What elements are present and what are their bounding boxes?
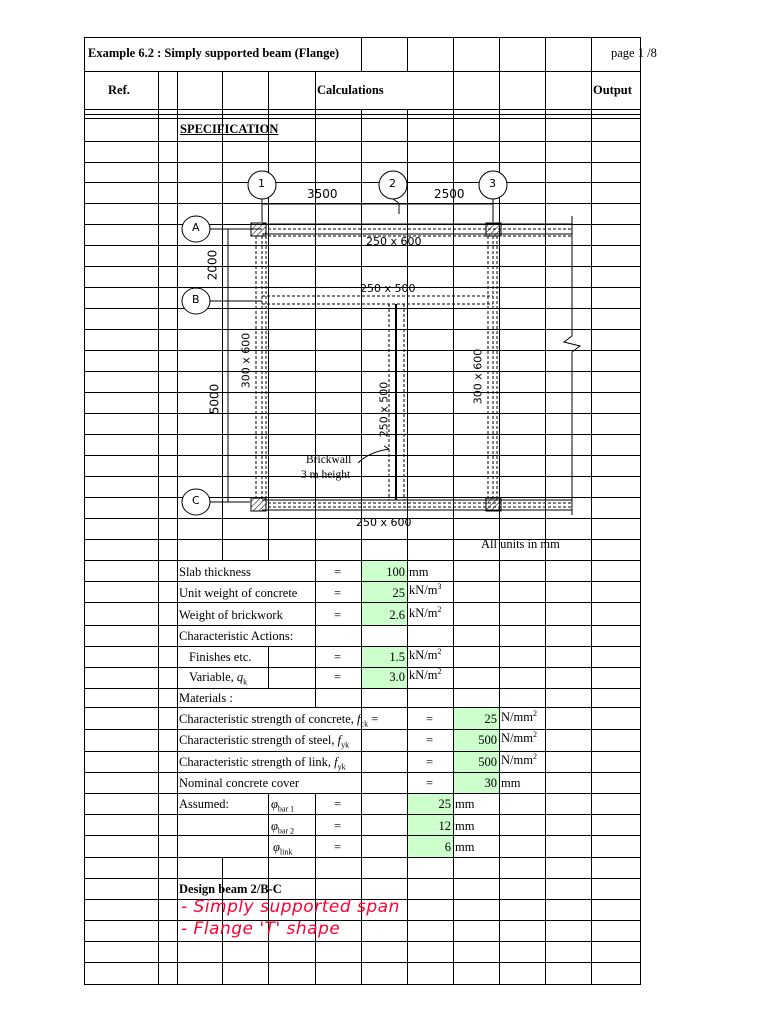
column-label-right: 300 x 600	[471, 348, 485, 405]
fyk-label: Characteristic strength of steel, $f_{yk}$	[179, 733, 350, 750]
grid-label-b: B	[192, 293, 200, 306]
column-a3	[486, 223, 501, 236]
fyk-unit: $N/mm^2$	[501, 730, 537, 745]
column-c3	[486, 498, 501, 511]
design-beam-title: Design beam 2/B-C	[179, 882, 282, 896]
unit-weight-value: 25	[392, 586, 405, 600]
dim-2000: 2000	[205, 249, 220, 281]
phi-link-unit: mm	[455, 840, 475, 854]
fck-value: 25	[484, 712, 497, 726]
section-title: SPECIFICATION	[180, 122, 279, 136]
finishes-label: Finishes etc.	[189, 650, 252, 664]
brickwall-label: Brickwall	[306, 454, 352, 466]
cover-eq: =	[426, 776, 434, 790]
units-note: All units in mm	[481, 537, 560, 551]
phi-link-symbol: $\varphi_{link}$	[273, 840, 293, 857]
beam-label-mid: 250 x 500	[360, 282, 416, 295]
handwritten-note-2: - Flange 'T' shape	[181, 919, 341, 939]
handwritten-note-1: - Simply supported span	[181, 897, 400, 917]
unit-weight-unit: $kN/m^3$	[409, 582, 442, 597]
brickwork-label: Weight of brickwork	[179, 608, 283, 622]
phi-bar1-unit: mm	[455, 797, 475, 811]
brickwork-value: 2.6	[389, 608, 405, 622]
phi-link-value: 6	[444, 840, 451, 854]
finishes-unit: $kN/m^2$	[409, 647, 442, 662]
variable-eq: =	[334, 670, 342, 684]
brickwall-height: 3 m height	[301, 469, 351, 481]
materials-label: Materials :	[179, 691, 233, 705]
slab-thickness-value: 100	[386, 565, 405, 579]
beam-label-2bc: 250 x 500	[377, 381, 391, 438]
fyk-link-eq: =	[426, 755, 434, 769]
phi-bar1-symbol: $\varphi_{bar 1}$	[271, 797, 295, 814]
cover-label: Nominal concrete cover	[179, 776, 300, 790]
calculations-header: Calculations	[317, 83, 384, 97]
phi-bar2-value: 12	[438, 819, 451, 833]
dim-3500: 3500	[307, 187, 338, 201]
char-actions-label: Characteristic Actions:	[179, 629, 294, 643]
grid-label-1: 1	[258, 177, 265, 190]
ref-header: Ref.	[108, 83, 130, 97]
fyk-link-label: Characteristic strength of link, $f_{yk}$	[179, 755, 346, 772]
dim-5000: 5000	[207, 383, 222, 415]
assumed-label: Assumed:	[179, 797, 229, 811]
variable-unit: $kN/m^2$	[409, 667, 442, 682]
unit-weight-eq: =	[334, 586, 342, 600]
page-number: page 1 /8	[611, 46, 657, 60]
grid-label-c: C	[192, 494, 200, 507]
slab-thickness-unit: mm	[409, 565, 429, 579]
finishes-eq: =	[334, 650, 342, 664]
phi-bar2-symbol: $\varphi_{bar 2}$	[271, 819, 295, 836]
page-title: Example 6.2 : Simply supported beam (Flange)	[88, 46, 340, 60]
fyk-link-value: 500	[478, 755, 497, 769]
fyk-eq: =	[426, 733, 434, 747]
slab-thickness-label: Slab thickness	[179, 565, 251, 579]
phi-bar2-eq: =	[334, 819, 342, 833]
cover-unit: mm	[501, 776, 521, 790]
output-header: Output	[593, 83, 632, 97]
column-a1	[251, 223, 266, 236]
brickwork-unit: $kN/m^2$	[409, 605, 442, 620]
grid-label-a: A	[192, 221, 200, 234]
cover-value: 30	[484, 776, 497, 790]
column-c1	[251, 498, 266, 511]
dim-2500: 2500	[434, 187, 465, 201]
variable-label: Variable, $q_k$	[189, 670, 248, 687]
phi-bar2-unit: mm	[455, 819, 475, 833]
variable-value: 3.0	[389, 670, 405, 684]
column-label-left: 300 x 600	[239, 332, 253, 389]
unit-weight-label: Unit weight of concrete	[179, 586, 298, 600]
phi-link-eq: =	[334, 840, 342, 854]
phi-bar1-eq: =	[334, 797, 342, 811]
fck-eq: =	[426, 712, 434, 726]
slab-thickness-eq: =	[334, 565, 342, 579]
fyk-value: 500	[478, 733, 497, 747]
phi-bar1-value: 25	[438, 797, 451, 811]
beam-label-top: 250 x 600	[366, 235, 422, 248]
brickwork-eq: =	[334, 608, 342, 622]
finishes-value: 1.5	[389, 650, 405, 664]
fck-label: Characteristic strength of concrete, $f_{ck}$ =	[179, 712, 379, 729]
fyk-link-unit: $N/mm^2$	[501, 752, 537, 767]
fck-unit: $N/mm^2$	[501, 709, 537, 724]
grid-label-2: 2	[389, 177, 396, 190]
beam-label-bottom: 250 x 600	[356, 516, 412, 529]
grid-label-3: 3	[489, 177, 496, 190]
